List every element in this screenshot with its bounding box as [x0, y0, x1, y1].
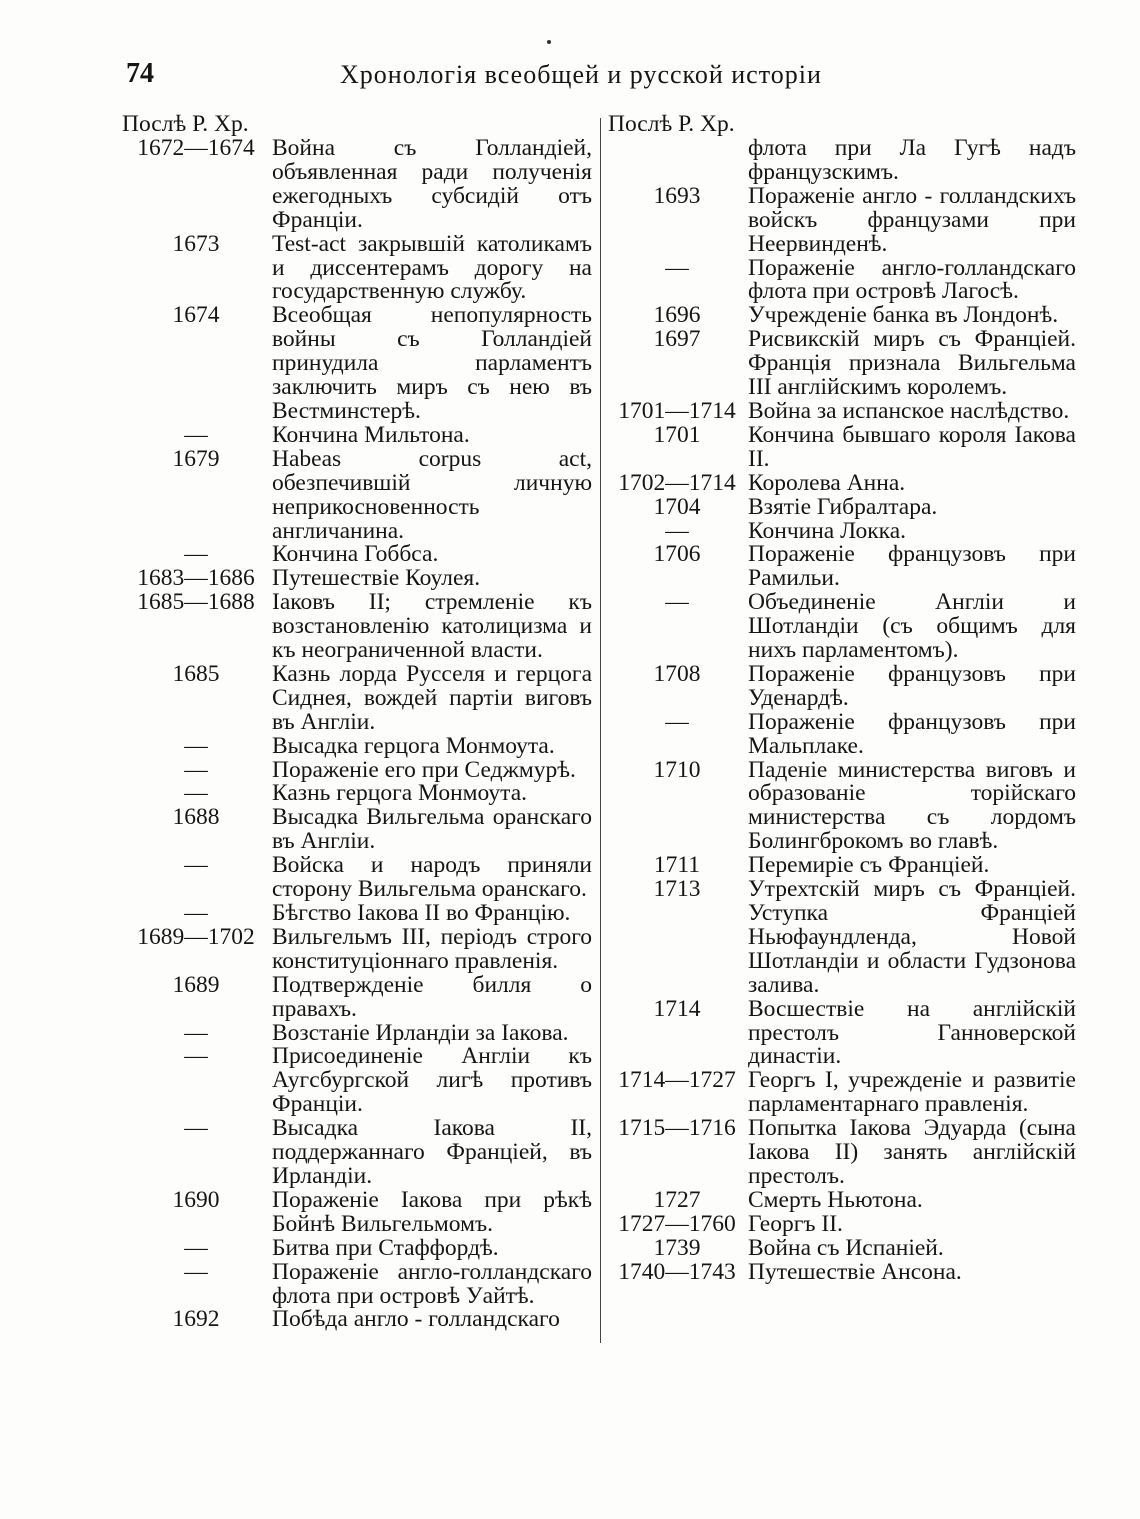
right-column — [608, 113, 1076, 1285]
entry-text: Высадка Іакова II, поддержаннаго Франціей, въ Ирландіи. — [272, 1115, 592, 1189]
chronology-entry — [608, 254, 1076, 305]
entry-date: — — [184, 1043, 208, 1070]
chronology-entry — [608, 756, 1076, 855]
entry-date: 1685 — [172, 660, 220, 687]
entry-date: 1688 — [172, 804, 220, 831]
chronology-entry — [608, 1117, 1076, 1189]
chronology-entry — [608, 660, 1076, 711]
entry-date: 1692 — [172, 1306, 220, 1333]
entry-text: Высадка Вильгельма оранскаго въ Англіи. — [272, 804, 592, 855]
entry-date: 1706 — [653, 541, 701, 568]
chronology-entry — [608, 591, 1076, 663]
chronology-entry — [122, 1019, 592, 1046]
entry-text: Казнь лорда Русселя и герцога Сиднея, вождей партіи виговъ въ Англіи. — [272, 660, 592, 735]
page-header — [0, 58, 1140, 98]
entry-date: 1727—1760 — [618, 1210, 736, 1237]
entry-text: Рисвикскій миръ съ Франціей. Франція признала Вильгельма III англійскимъ королемъ. — [748, 326, 1076, 401]
chronology-entry — [122, 782, 592, 806]
entry-date: 1683—1686 — [137, 565, 255, 592]
entry-date: — — [184, 900, 208, 926]
entry-text: Іаковъ II; стремленіе къ возстановленію католицизма и къ неограниченной власти. — [272, 589, 592, 664]
chronology-entry — [608, 1186, 1076, 1213]
entry-date: 1727 — [653, 1186, 701, 1213]
entry-date: 1701 — [653, 421, 701, 448]
entry-date: 1739 — [653, 1234, 701, 1261]
chronology-entry — [122, 1186, 592, 1237]
chronology-entry — [122, 732, 592, 759]
entry-text: Test-act закрывшій католикамъ и диссентерамъ дорогу на государственную службу. — [272, 230, 592, 305]
chronology-entry — [608, 1258, 1076, 1285]
entry-date: — — [665, 708, 689, 735]
entry-date: — — [184, 852, 208, 879]
left-column-heading: Послѣ Р. Хр. — [122, 111, 249, 137]
chronology-entry — [608, 995, 1076, 1070]
chronology-entry — [122, 304, 592, 424]
entry-date: 1672—1674 — [137, 135, 255, 161]
entry-date: — — [184, 1258, 208, 1285]
entry-text: Взятіе Гибралтара. — [748, 493, 938, 520]
entry-text: Смерть Ньютона. — [748, 1186, 923, 1213]
entry-text: Пораженіе англо-голландскаго флота при островѣ Лагосѣ. — [748, 254, 1076, 305]
entry-date: 1713 — [653, 876, 701, 903]
entry-date: 1685—1688 — [137, 589, 255, 616]
entry-date: — — [665, 254, 689, 281]
chronology-entry — [608, 397, 1076, 424]
entry-text: Путешествіе Коулея. — [272, 565, 481, 592]
chronology-entry — [122, 971, 592, 1022]
chronology-entry — [122, 854, 592, 902]
chronology-entry — [122, 567, 592, 591]
entry-date: — — [184, 732, 208, 759]
entry-date: 1740—1743 — [618, 1258, 736, 1285]
chronology-entry — [608, 469, 1076, 496]
chronology-entry — [122, 1045, 592, 1117]
entry-date: 1710 — [653, 756, 701, 783]
entry-date: — — [184, 1234, 208, 1261]
chronology-entry — [122, 756, 592, 783]
chronology-entry — [608, 493, 1076, 520]
entry-text: Учрежденіе банка въ Лондонѣ. — [748, 302, 1059, 329]
entry-date: 1704 — [653, 493, 701, 520]
entry-date: 1708 — [653, 660, 701, 687]
entry-text: Побѣда англо - голландскаго — [272, 1306, 560, 1333]
running-title: Хронологія всеобщей и русской исторіи — [340, 60, 822, 89]
entry-text: Кончина бывшаго короля Іакова II. — [748, 421, 1076, 472]
chronology-entry — [122, 445, 592, 544]
chronology-entry — [122, 591, 592, 663]
entry-date: — — [665, 589, 689, 616]
entry-text: Habeas corpus act, обезпечившій личную неприкосновенность англичанина. — [272, 445, 592, 544]
entry-date: — — [184, 1115, 208, 1142]
entry-text: Пораженіе французовъ при Рамильи. — [748, 541, 1076, 592]
entry-text: Казнь герцога Монмоута. — [272, 780, 528, 807]
entry-date: 1701—1714 — [618, 397, 736, 424]
entry-text: Пораженіе англо-голландскаго флота при островѣ Уайтѣ. — [272, 1258, 592, 1309]
entry-date: 1714 — [653, 995, 701, 1022]
entry-text: Кончина Гоббса. — [272, 541, 439, 568]
entry-text: Всеобщая непопулярность войны съ Голландіей принудила парламентъ заключить миръ съ нею въ Вестминстерѣ. — [272, 302, 592, 424]
entry-text: Война за испанское наслѣдство. — [748, 397, 1070, 424]
entry-text: Кончина Локка. — [748, 517, 906, 544]
entry-text: Пораженіе его при Седжмурѣ. — [272, 756, 576, 783]
entry-text: Высадка герцога Монмоута. — [272, 732, 555, 759]
chronology-entry — [122, 660, 592, 735]
entry-text: Утрехтскій миръ съ Франціей. Уступка Франціей Ньюфаундленда, Новой Шотландіи и области Гудзонова залива. — [748, 876, 1076, 998]
entry-text: Бѣгство Іакова II во Францію. — [272, 900, 571, 926]
chronology-entry — [608, 543, 1076, 591]
entry-date: — — [184, 780, 208, 807]
entry-date: 1689—1702 — [137, 923, 255, 950]
left-column — [122, 113, 592, 1332]
chronology-entry — [608, 1210, 1076, 1237]
entry-date: — — [184, 1019, 208, 1046]
entry-date: 1715—1716 — [618, 1115, 736, 1142]
entry-date: — — [184, 541, 208, 568]
entry-text: Подтвержденіе билля о правахъ. — [272, 971, 592, 1022]
entry-text: Присоединеніе Англіи къ Аугсбургской лигѣ противъ Франціи. — [272, 1043, 592, 1118]
chronology-entry — [122, 923, 592, 974]
entry-text: Пораженіе французовъ при Уденардѣ. — [748, 660, 1076, 711]
entry-text: Битва при Стаффордѣ. — [272, 1234, 499, 1261]
entry-date: 1702—1714 — [618, 469, 736, 496]
entry-text: Восшествіе на англійскій престолъ Ганноверской династіи. — [748, 995, 1076, 1070]
entry-text: Георгъ I, учрежденіе и развитіе парламентарнаго правленія. — [748, 1067, 1076, 1118]
chronology-entry — [608, 328, 1076, 400]
chronology-entry — [122, 543, 592, 567]
entry-text: Война съ Испаніей. — [748, 1234, 944, 1261]
entry-date: 1711 — [653, 852, 701, 879]
entry-text: Паденіе министерства виговъ и образованіе торійскаго министерства съ лордомъ Болингброкомъ во главѣ. — [748, 756, 1076, 855]
entry-text: Объединеніе Англіи и Шотландіи (съ общимъ для нихъ парламентомъ). — [748, 589, 1076, 664]
entry-text: Войска и народъ приняли сторону Вильгельма оранскаго. — [272, 852, 592, 903]
chronology-entry — [608, 182, 1076, 257]
chronology-entry — [122, 902, 592, 926]
entry-text: Георгъ II. — [748, 1210, 843, 1237]
entry-text: Кончина Мильтона. — [272, 421, 470, 448]
entry-date: 1696 — [653, 302, 701, 329]
entry-date: 1690 — [172, 1186, 220, 1213]
column-divider — [600, 118, 601, 1343]
right-entry-list — [608, 182, 1076, 1285]
entry-date: 1673 — [172, 230, 220, 257]
chronology-entry — [608, 1069, 1076, 1117]
chronology-entry — [122, 1258, 592, 1309]
chronology-entry — [608, 517, 1076, 544]
left-entry-list — [122, 137, 592, 1332]
entry-text: Возстаніе Ирландіи за Іакова. — [272, 1019, 569, 1046]
entry-date: 1697 — [653, 326, 701, 353]
entry-text: Перемиріе съ Франціей. — [748, 852, 990, 879]
chronology-entry — [608, 421, 1076, 472]
entry-date: 1674 — [172, 302, 220, 329]
entry-date: — — [184, 421, 208, 448]
entry-text: Пораженіе англо - голландскихъ войскъ французами при Неервинденѣ. — [748, 182, 1076, 257]
chronology-entry — [608, 878, 1076, 998]
chronology-entry — [122, 806, 592, 854]
entry-text: Война съ Голландіей, объявленная ради полученія ежегодныхъ субсидій отъ Франціи. — [272, 135, 592, 233]
chronology-entry — [122, 230, 592, 305]
chronology-entry — [122, 1234, 592, 1261]
entry-date: 1689 — [172, 971, 220, 998]
entry-date: — — [184, 756, 208, 783]
entry-text: Вильгельмъ III, періодъ строго конституціоннаго правленія. — [272, 923, 592, 974]
print-speck — [547, 40, 551, 44]
right-column-heading: Послѣ Р. Хр. — [608, 111, 735, 137]
entry-text: Пораженіе Іакова при рѣкѣ Бойнѣ Вильгельмомъ. — [272, 1186, 592, 1237]
chronology-entry — [122, 137, 592, 233]
entry-text: Пораженіе французовъ при Мальплаке. — [748, 708, 1076, 759]
chronology-entry — [608, 708, 1076, 759]
entry-date: 1693 — [653, 182, 701, 209]
entry-date: — — [665, 517, 689, 544]
page-number: 74 — [126, 58, 154, 89]
chronology-entry — [608, 854, 1076, 878]
chronology-entry — [608, 1234, 1076, 1261]
entry-date: 1679 — [172, 445, 220, 472]
chronology-entry — [608, 304, 1076, 328]
entry-text: Путешествіе Ансона. — [748, 1258, 962, 1285]
chronology-entry — [122, 421, 592, 448]
continued-entry-text: флота при Ла Гугѣ надъ французскимъ. — [748, 135, 1076, 185]
entry-text: Королева Анна. — [748, 469, 906, 496]
entry-date: 1714—1727 — [618, 1067, 736, 1094]
chronology-entry — [122, 1117, 592, 1189]
chronology-entry — [122, 1308, 592, 1332]
entry-text: Попытка Іакова Эдуарда (сына Іакова II) занять англійскій престолъ. — [748, 1115, 1076, 1189]
